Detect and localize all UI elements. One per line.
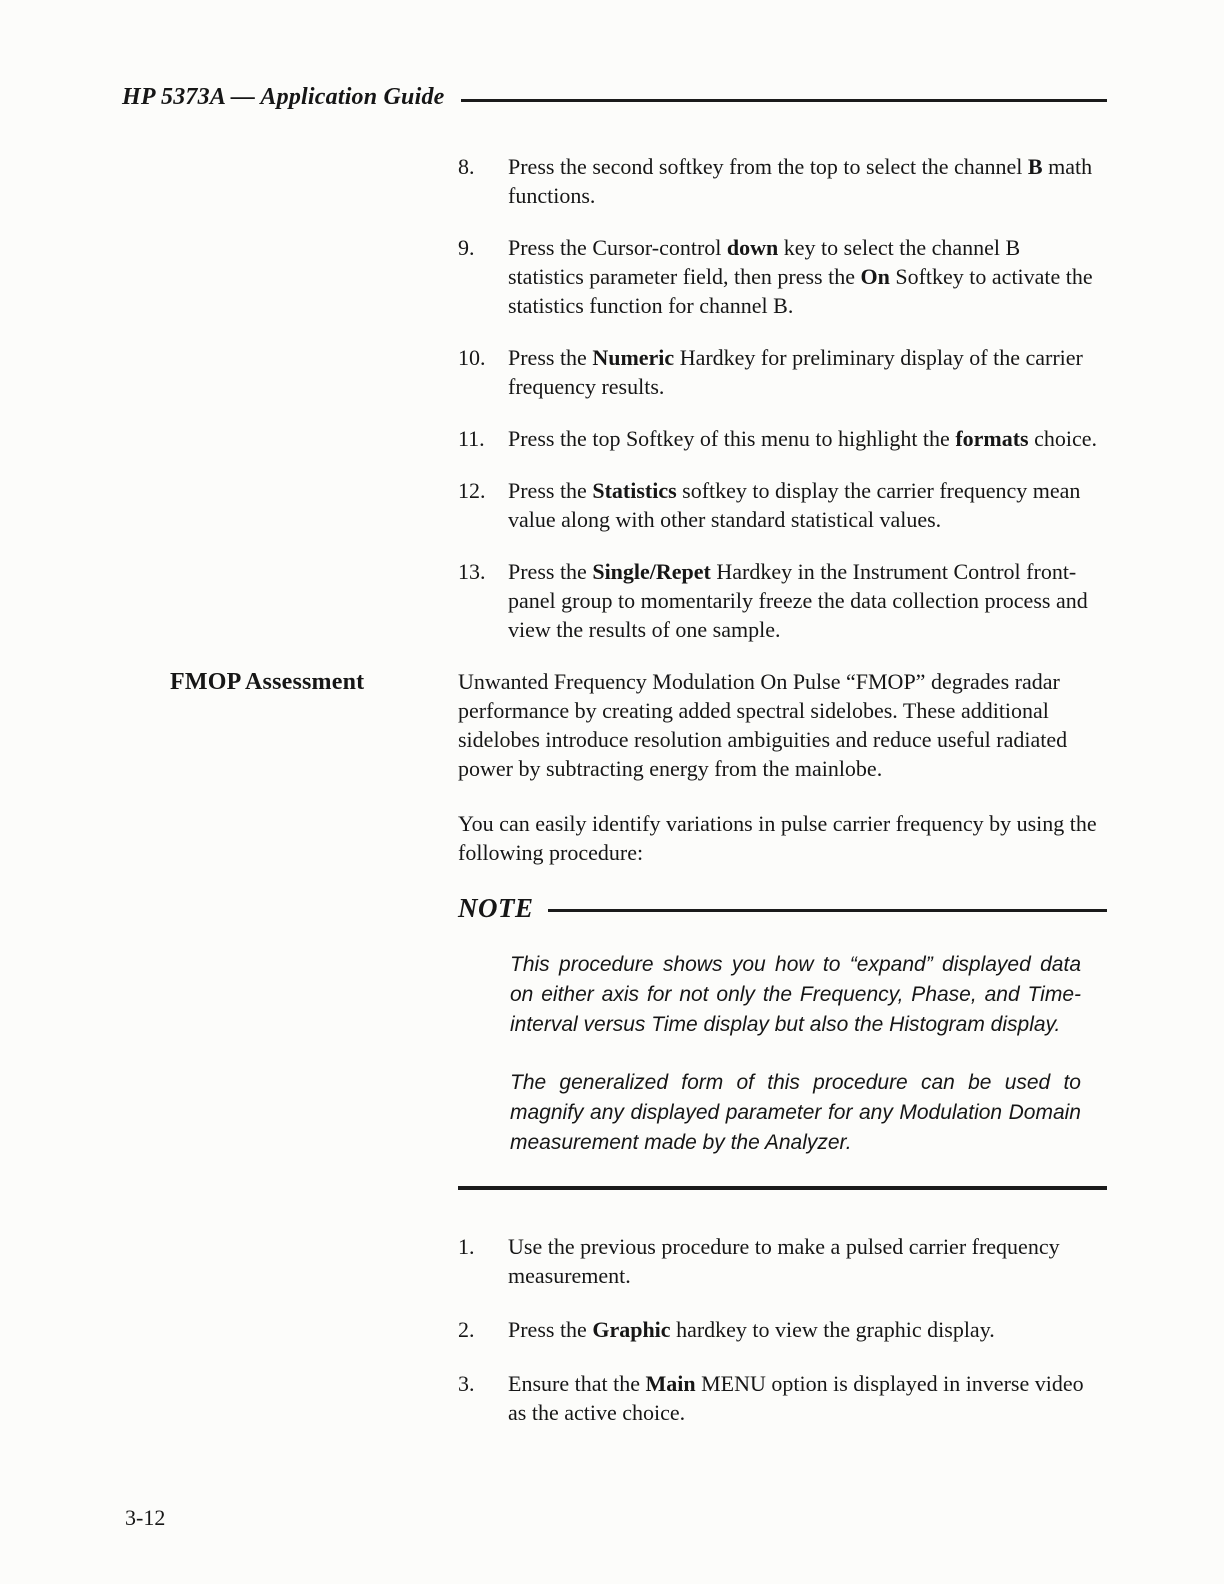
note-header-rule bbox=[548, 909, 1108, 912]
list-item bbox=[458, 1369, 1107, 1427]
page-header-title: HP 5373A — Application Guide bbox=[122, 84, 445, 110]
list-item-number: 9. bbox=[458, 235, 475, 260]
header-rule bbox=[461, 99, 1107, 102]
list-item-number: 11. bbox=[458, 426, 485, 451]
list-item-number: 1. bbox=[458, 1234, 475, 1259]
list-item-number: 13. bbox=[458, 559, 486, 584]
list-item bbox=[458, 1315, 1107, 1344]
list-item-number: 3. bbox=[458, 1371, 475, 1396]
steps-top-list bbox=[458, 152, 1107, 644]
fmop-section-row bbox=[122, 667, 1107, 1452]
list-item-number: 2. bbox=[458, 1317, 475, 1342]
list-item bbox=[458, 1232, 1107, 1290]
list-item-text: Press the Graphic hardkey to view the graphic display. bbox=[508, 1317, 995, 1342]
section-body-column bbox=[458, 667, 1107, 1452]
section-heading-column bbox=[122, 667, 458, 1452]
body-paragraph: Unwanted Frequency Modulation On Pulse “FMOP” degrades radar performance by creating added spectral sidelobes. These additional sidelobes introduce resolution ambiguities and reduce useful radiated power by subtracting energy from the mainlobe. bbox=[458, 669, 1068, 781]
list-item-text: Press the second softkey from the top to select the channel B math functions. bbox=[508, 154, 1093, 208]
note-paragraph: This procedure shows you how to “expand” displayed data on either axis for not only the Frequency, Phase, and Time-interval versus Time display but also the Histogram display. bbox=[510, 953, 1081, 1036]
list-item-text: Press the Single/Repet Hardkey in the Instrument Control front-panel group to momentarily freeze the data collection process and view the results of one sample. bbox=[508, 559, 1088, 642]
list-item-text: Press the Numeric Hardkey for preliminary display of the carrier frequency results. bbox=[508, 345, 1083, 399]
note-header bbox=[458, 893, 1107, 924]
list-item-text: Press the top Softkey of this menu to highlight the formats choice. bbox=[508, 426, 1098, 451]
list-item-number: 12. bbox=[458, 478, 486, 503]
list-item bbox=[458, 476, 1107, 534]
steps-bottom-list bbox=[458, 1232, 1107, 1427]
left-margin-column bbox=[122, 152, 458, 667]
note-block bbox=[458, 893, 1107, 1190]
page-header bbox=[122, 84, 1107, 111]
list-item-text: Use the previous procedure to make a pulsed carrier frequency measurement. bbox=[508, 1234, 1060, 1288]
list-item-text: Press the Statistics softkey to display the carrier frequency mean value along with other standard statistical values. bbox=[508, 478, 1081, 532]
note-end-rule bbox=[458, 1186, 1107, 1190]
list-item bbox=[458, 152, 1107, 210]
body-paragraph: You can easily identify variations in pulse carrier frequency by using the following procedure: bbox=[458, 811, 1097, 865]
page-content bbox=[122, 152, 1107, 1452]
list-item-number: 10. bbox=[458, 345, 486, 370]
list-item-text: Press the Cursor-control down key to select the channel B statistics parameter field, then press the On Softkey to activate the statistics function for channel B. bbox=[508, 235, 1093, 318]
list-item bbox=[458, 424, 1107, 453]
note-paragraphs bbox=[458, 950, 1107, 1158]
page-footer bbox=[125, 1505, 165, 1531]
note-label: NOTE bbox=[458, 893, 534, 923]
steps-top-column bbox=[458, 152, 1107, 667]
list-item bbox=[458, 343, 1107, 401]
list-item bbox=[458, 233, 1107, 320]
list-item bbox=[458, 557, 1107, 644]
section-paragraphs bbox=[458, 667, 1107, 867]
page-number: 3-12 bbox=[125, 1505, 166, 1530]
section-heading-fmop-assessment: FMOP Assessment bbox=[170, 669, 365, 695]
list-item-number: 8. bbox=[458, 154, 475, 179]
note-paragraph: The generalized form of this procedure can be used to magnify any displayed parameter for any Modulation Domain measurement made by the Analyzer. bbox=[510, 1071, 1081, 1154]
list-item-text: Ensure that the Main MENU option is displayed in inverse video as the active choice. bbox=[508, 1371, 1084, 1425]
steps-top-row bbox=[122, 152, 1107, 667]
